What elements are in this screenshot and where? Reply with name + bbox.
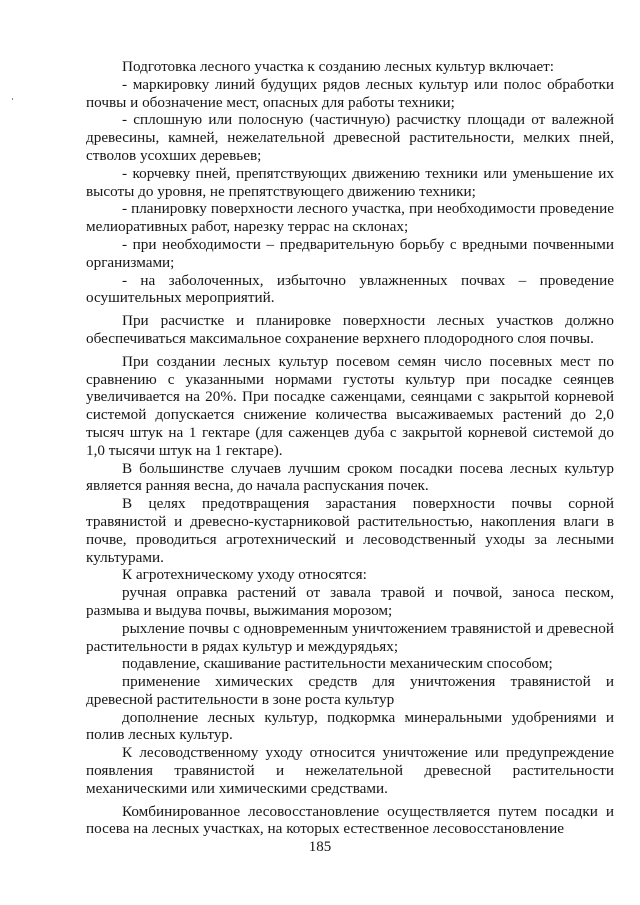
list-item-loosening: рыхление почвы с одновременным уничтожением травянистой и древесной растительности в рядах культур и междурядьях; bbox=[86, 619, 614, 655]
list-item-leveling: - планировку поверхности лесного участка, при необходимости проведение мелиоративных работ, нарезку террас на склонах; bbox=[86, 200, 614, 236]
page-number: 185 bbox=[308, 839, 332, 855]
paragraph-sowing-density: При создании лесных культур посевом семян число посевных мест по сравнению с указанными нормами густоты культур при посадке сеянцев увеличивается на 20%. При посадке саженцами, сеянцами с закрытой корневой системой допускается снижение количества высаживаемых растений до 2,0 тысяч штук на 1 гектаре (для саженцев дуба с закрытой корневой системой до 1,0 тысячи штук на 1 гектаре). bbox=[86, 352, 614, 459]
paragraph-agrotechnical-heading: К агротехническому уходу относятся: bbox=[122, 566, 367, 584]
list-item-pest-control: - при необходимости – предварительную борьбу с вредными почвенными организмами; bbox=[86, 235, 614, 271]
list-item-drainage: - на заболоченных, избыточно увлажненных почвах – проведение осушительных мероприятий. bbox=[86, 271, 614, 307]
paragraph-soil-preservation: При расчистке и планировке поверхности лесных участков должно обеспечиваться максимальное сохранение верхнего плодородного слоя почвы. bbox=[86, 312, 614, 347]
paragraph-intro: Подготовка лесного участка к созданию лесных культур включает: bbox=[122, 58, 554, 75]
body-text bbox=[86, 58, 614, 838]
list-item-hand-clearing: ручная оправка растений от завала травой и почвой, заноса песком, размыва и выдува почвы, выжимания морозом; bbox=[86, 584, 614, 619]
paragraph-silvicultural-care: К лесоводственному уходу относится уничтожение или предупреждение появления травянистой и нежелательной древесной растительности механическими или химическими средствами. bbox=[86, 744, 614, 797]
list-item-supplementing: дополнение лесных культур, подкормка минеральными удобрениями и полив лесных культур. bbox=[86, 708, 614, 744]
list-item-stumping: - корчевку пней, препятствующих движению техники или уменьшение их высоты до уровня, не препятствующего движению техники; bbox=[86, 164, 614, 200]
paragraph-combined-restoration: Комбинированное лесовосстановление осуществляется путем посадки и посева на лесных участках, на которых естественное лесовосстановление bbox=[86, 802, 614, 838]
paragraph-planting-time: В большинстве случаев лучшим сроком посадки посева лесных культур является ранняя весна, до начала распускания почек. bbox=[86, 459, 614, 495]
paragraph-maintenance: В целях предотвращения зарастания поверхности почвы сорной травянистой и древесно-кустарниковой растительностью, накопления влаги в почве, проводиться агротехнический и лесоводственный уходы за лесными культурами. bbox=[86, 495, 614, 566]
list-item-clearing: - сплошную или полосную (частичную) расчистку площади от валежной древесины, камней, нежелательной древесной растительности, мелких пней, стволов усохших деревьев; bbox=[86, 111, 614, 164]
list-item-chemicals: применение химических средств для уничтожения травянистой и древесной растительности в зоне роста культур bbox=[86, 673, 614, 708]
scan-artifact bbox=[12, 98, 13, 100]
list-item-mowing: подавление, скашивание растительности механическим способом; bbox=[122, 655, 553, 673]
list-item-marking: - маркировку линий будущих рядов лесных культур или полос обработки почвы и обозначение мест, опасных для работы техники; bbox=[86, 75, 614, 111]
